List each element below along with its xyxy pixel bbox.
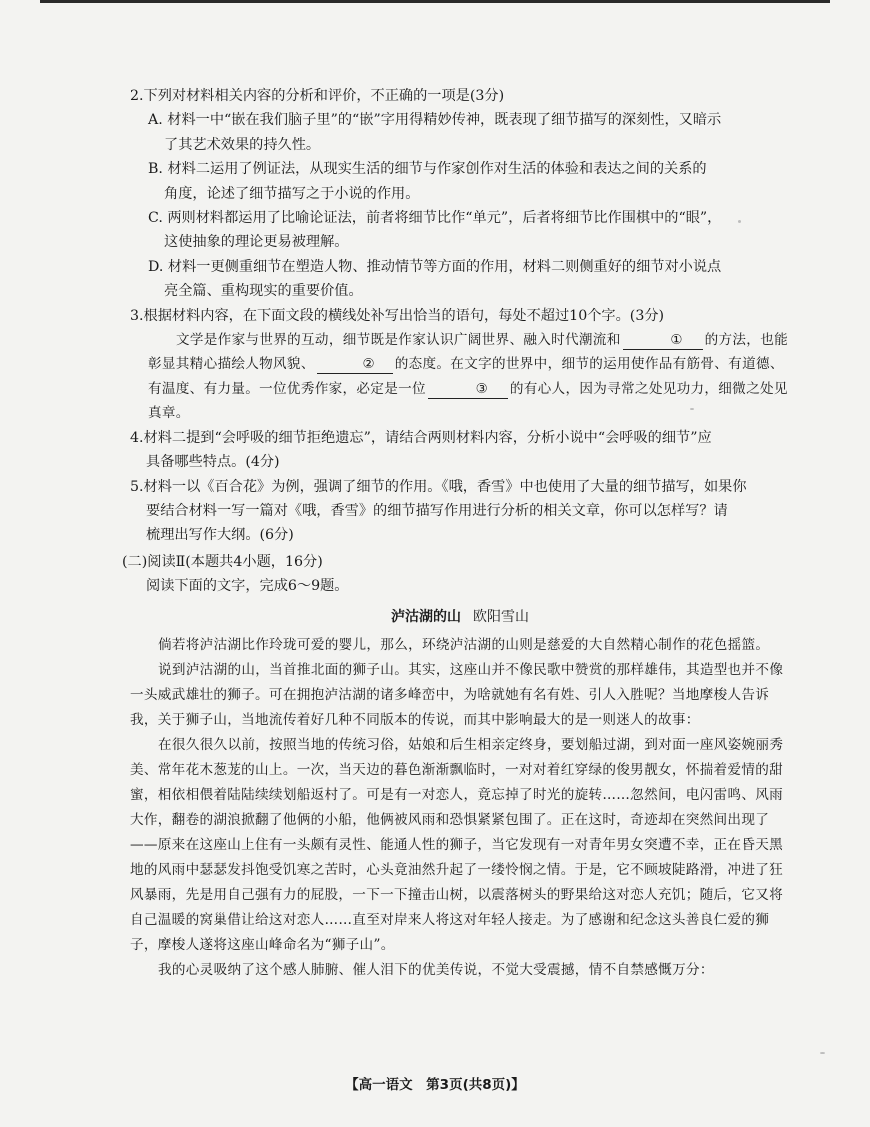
question-2 bbox=[130, 84, 790, 304]
article-paragraph-3: 在很久很久以前，按照当地的传统习俗，姑娘和后生相亲定终身，要划船过湖，到对面一座风姿婉丽秀美、常年花木葱茏的山上。一次，当天边的暮色渐渐飘临时，一对对着红穿绿的俊男靓女，怀揣着爱情的甜蜜，相依相偎着陆陆续续划船返村了。可是有一对恋人，竟忘掉了时光的旋转……忽然间，电闪雷鸣、风雨大作，翻卷的湖浪掀翻了他俩的小船，他俩被风雨和恐惧紧紧包围了。正在这时，奇迹却在突然间出现了——原来在这座山上住有一头颇有灵性、能通人性的狮子，当它发现有一对青年男女突遭不幸，正在昏天黑地的风雨中瑟瑟发抖饱受饥寒之苦时，心头竟油然升起了一缕怜悯之情。于是，它不顾坡陡路滑，冲进了狂风暴雨，先是用自己强有力的屁股，一下一下撞击山树，以震落树头的野果给这对恋人充饥；随后，它又将自己温暖的窝巢借让给这对恋人……直至对岸来人将这对年轻人接走。为了感谢和纪念这头善良仁爱的狮子，摩梭人遂将这座山峰命名为“狮子山”。 bbox=[130, 736, 784, 953]
article-body bbox=[130, 633, 790, 983]
exam-page bbox=[122, 84, 790, 983]
section-instruction: 阅读下面的文字，完成6～9题。 bbox=[146, 578, 349, 595]
scan-speck bbox=[738, 220, 741, 223]
option-d bbox=[130, 255, 790, 304]
question-3-stem: 3.根据材料内容，在下面文段的横线处补写出恰当的语句，每处不超过10个字。(3分) bbox=[130, 307, 665, 324]
blank-1[interactable]: ① bbox=[623, 331, 703, 350]
blank-3[interactable]: ③ bbox=[428, 380, 508, 399]
question-5-line-1: 5.材料一以《百合花》为例，强调了细节的作用。《哦，香雪》中也使用了大量的细节描写，如果你 bbox=[130, 478, 747, 495]
question-4-line-1: 4.材料二提到“会呼吸的细节拒绝遗忘”，请结合两则材料内容，分析小说中“会呼吸的细节”应 bbox=[130, 429, 712, 446]
section-reading-2 bbox=[122, 550, 790, 599]
passage-text-4: 常之处见功力，细微之处见真章。 bbox=[148, 380, 788, 422]
article-title: 泸沽湖的山 bbox=[391, 608, 461, 625]
option-c-line-2: 这使抽象的理论更易被理解。 bbox=[164, 234, 349, 251]
passage-text-3b: 的有心人，因为寻 bbox=[509, 380, 622, 397]
article-author: 欧阳雪山 bbox=[473, 608, 529, 625]
option-c bbox=[130, 206, 790, 255]
top-border bbox=[40, 0, 830, 11]
passage-text-1b: 的 bbox=[704, 332, 719, 349]
passage-text-3: 品有筋骨、有道德、有温度、有力量。一位优秀作家，必定是一位 bbox=[148, 356, 784, 397]
question-4 bbox=[130, 426, 790, 475]
option-b bbox=[130, 157, 790, 206]
option-a-line-2: 了其艺术效果的持久性。 bbox=[164, 136, 321, 153]
question-5-line-2: 要结合材料一写一篇对《哦，香雪》的细节描写作用进行分析的相关文章，你可以怎样写？请 bbox=[146, 502, 728, 519]
option-d-line-2: 亮全篇、重构现实的重要价值。 bbox=[164, 283, 363, 300]
article-paragraph-1: 倘若将泸沽湖比作玲珑可爱的婴儿，那么，环绕泸沽湖的山则是慈爱的大自然精心制作的花色摇篮。 bbox=[158, 636, 770, 653]
option-c-line-1: C. 两则材料都运用了比喻论证法，前者将细节比作“单元”，后者将细节比作围棋中的“眼”， bbox=[148, 210, 722, 227]
section-heading: (二)阅读Ⅱ(本题共4小题，16分) bbox=[122, 553, 323, 570]
page-footer: 【高一语文 第3页(共8页)】 bbox=[345, 1077, 525, 1093]
option-a bbox=[130, 108, 790, 157]
blank-2[interactable]: ② bbox=[317, 355, 393, 374]
article-paragraph-2: 说到泸沽湖的山，当首推北面的狮子山。其实，这座山并不像民歌中赞赏的那样雄伟，其造型也并不像一头威武雄壮的狮子。可在拥抱泸沽湖的诸多峰峦中，为啥就她有名有姓、引人入胜呢？当地摩梭人告诉我，关于狮子山，当地流传着好几种不同版本的传说，而其中影响最大的是一则迷人的故事： bbox=[130, 661, 784, 728]
option-d-line-1: D. 材料一更侧重细节在塑造人物、推动情节等方面的作用，材料二则侧重好的细节对小说点 bbox=[148, 258, 722, 275]
passage-text-2: 方法，也能彰显其精心描绘人物风貌、 bbox=[148, 332, 788, 373]
scan-speck bbox=[690, 408, 694, 410]
passage-text-1: 文学是作家与世界的互动，细节既是作家认识广阔世界、融入时代潮流和 bbox=[176, 332, 621, 349]
article-paragraph-4: 我的心灵吸纳了这个感人肺腑、催人泪下的优美传说，不觉大受震撼，情不自禁感慨万分： bbox=[158, 961, 714, 978]
passage-text-2b: 的态度。在文字的世界中，细节的运用使作 bbox=[394, 356, 659, 373]
option-b-line-1: B. 材料二运用了例证法，从现实生活的细节与作家创作对生活的体验和表达之间的关系的 bbox=[148, 161, 707, 178]
question-5 bbox=[130, 475, 790, 548]
fill-in-passage bbox=[130, 328, 790, 426]
question-4-line-2: 具备哪些特点。(4分) bbox=[146, 454, 280, 471]
option-a-line-1: A. 材料一中“嵌在我们脑子里”的“嵌”字用得精妙传神，既表现了细节描写的深刻性，又暗示 bbox=[148, 112, 722, 129]
scan-speck bbox=[820, 1052, 825, 1054]
option-b-line-2: 角度，论述了细节描写之于小说的作用。 bbox=[164, 185, 420, 202]
question-5-line-3: 梳理出写作大纲。(6分) bbox=[146, 527, 294, 544]
article-title-line bbox=[130, 605, 790, 629]
question-2-stem: 2.下列对材料相关内容的分析和评价，不正确的一项是(3分) bbox=[130, 88, 505, 104]
